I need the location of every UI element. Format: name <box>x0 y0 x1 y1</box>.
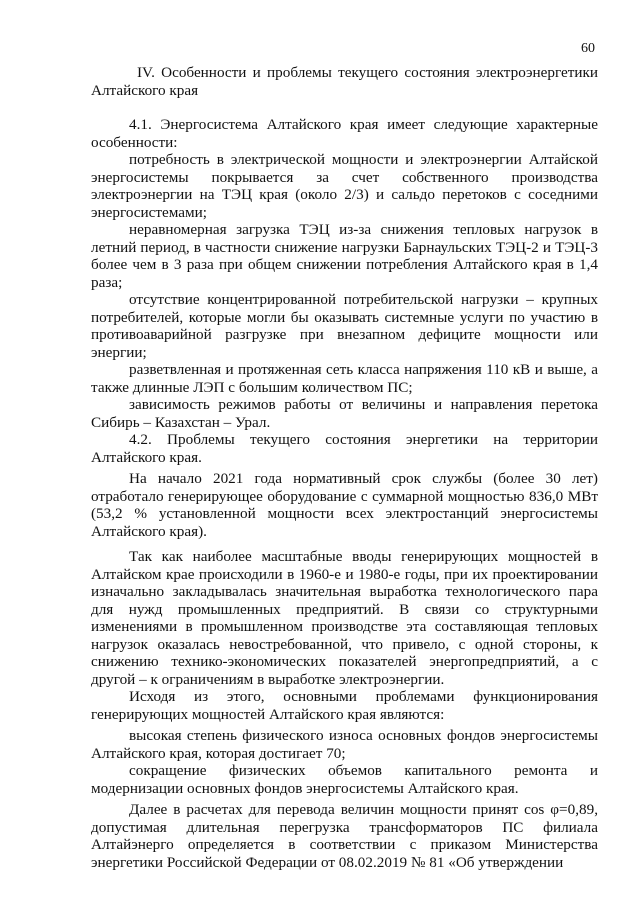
section-heading: IV. Особенности и проблемы текущего состояния электроэнергетики Алтайского края <box>91 64 598 99</box>
list-item-uneven-load: неравномерная загрузка ТЭЦ из-за снижения тепловых нагрузок в летний период, в частности снижение нагрузки Барнаульских ТЭЦ-2 и ТЭЦ-3 более чем в 3 раза при общем снижении потребления Алтайского края в 1,4 раза; <box>91 221 598 291</box>
paragraph-calculations: Далее в расчетах для перевода величин мощности принят cos φ=0,89, допустимая длительная перегрузка трансформаторов ПС филиала Алтайэнерго определяется в соответствии с приказом Министерства энергетики Российской Федерации от 08.02.2019 № 81 «Об утверждении <box>91 801 598 871</box>
list-item-no-concentrated-load: отсутствие концентрированной потребительской нагрузки – крупных потребителей, которые могли бы оказывать системные услуги по участию в противоаварийной разгрузке при внезапном дефиците мощности или энергии; <box>91 291 598 361</box>
list-item-power-demand: потребность в электрической мощности и электроэнергии Алтайской энергосистемы покрывается за счет собственного производства электроэнергии на ТЭЦ края (около 2/3) и сальдо перетоков с соседними энергосистемами; <box>91 151 598 221</box>
document-body <box>91 64 598 871</box>
paragraph-service-life: На начало 2021 года нормативный срок службы (более 30 лет) отработало генерирующее оборудование с суммарной мощностью 836,0 МВт (53,2 % установленной мощности всех электростанций энергосистемы Алтайского края). <box>91 470 598 540</box>
paragraph-4-1: 4.1. Энергосистема Алтайского края имеет следующие характерные особенности: <box>91 116 598 151</box>
list-item-flow-dependence: зависимость режимов работы от величины и направления перетока Сибирь – Казахстан – Урал. <box>91 396 598 431</box>
paragraph-4-2: 4.2. Проблемы текущего состояния энергетики на территории Алтайского края. <box>91 431 598 466</box>
paragraph-history: Так как наиболее масштабные вводы генерирующих мощностей в Алтайском крае происходили в 1960-е и 1980-е годы, при их проектировании изначально закладывалась значительная выработка технологического пара для нужд промышленных предприятий. В связи со структурными изменениями в промышленном производстве эта составляющая тепловых нагрузок оказалась невостребованной, что привело, с одной стороны, к снижению технико-экономических показателей энергопредприятий, а с другой – к ограничениям в выработке электроэнергии. <box>91 548 598 688</box>
list-item-repair-reduction: сокращение физических объемов капитального ремонта и модернизации основных фондов энергосистемы Алтайского края. <box>91 762 598 797</box>
list-item-wear: высокая степень физического износа основных фондов энергосистемы Алтайского края, которая достигает 70; <box>91 727 598 762</box>
paragraph-problems-intro: Исходя из этого, основными проблемами функционирования генерирующих мощностей Алтайского края являются: <box>91 688 598 723</box>
list-item-branched-network: разветвленная и протяженная сеть класса напряжения 110 кВ и выше, а также длинные ЛЭП с большим количеством ПС; <box>91 361 598 396</box>
page-number: 60 <box>581 41 595 56</box>
